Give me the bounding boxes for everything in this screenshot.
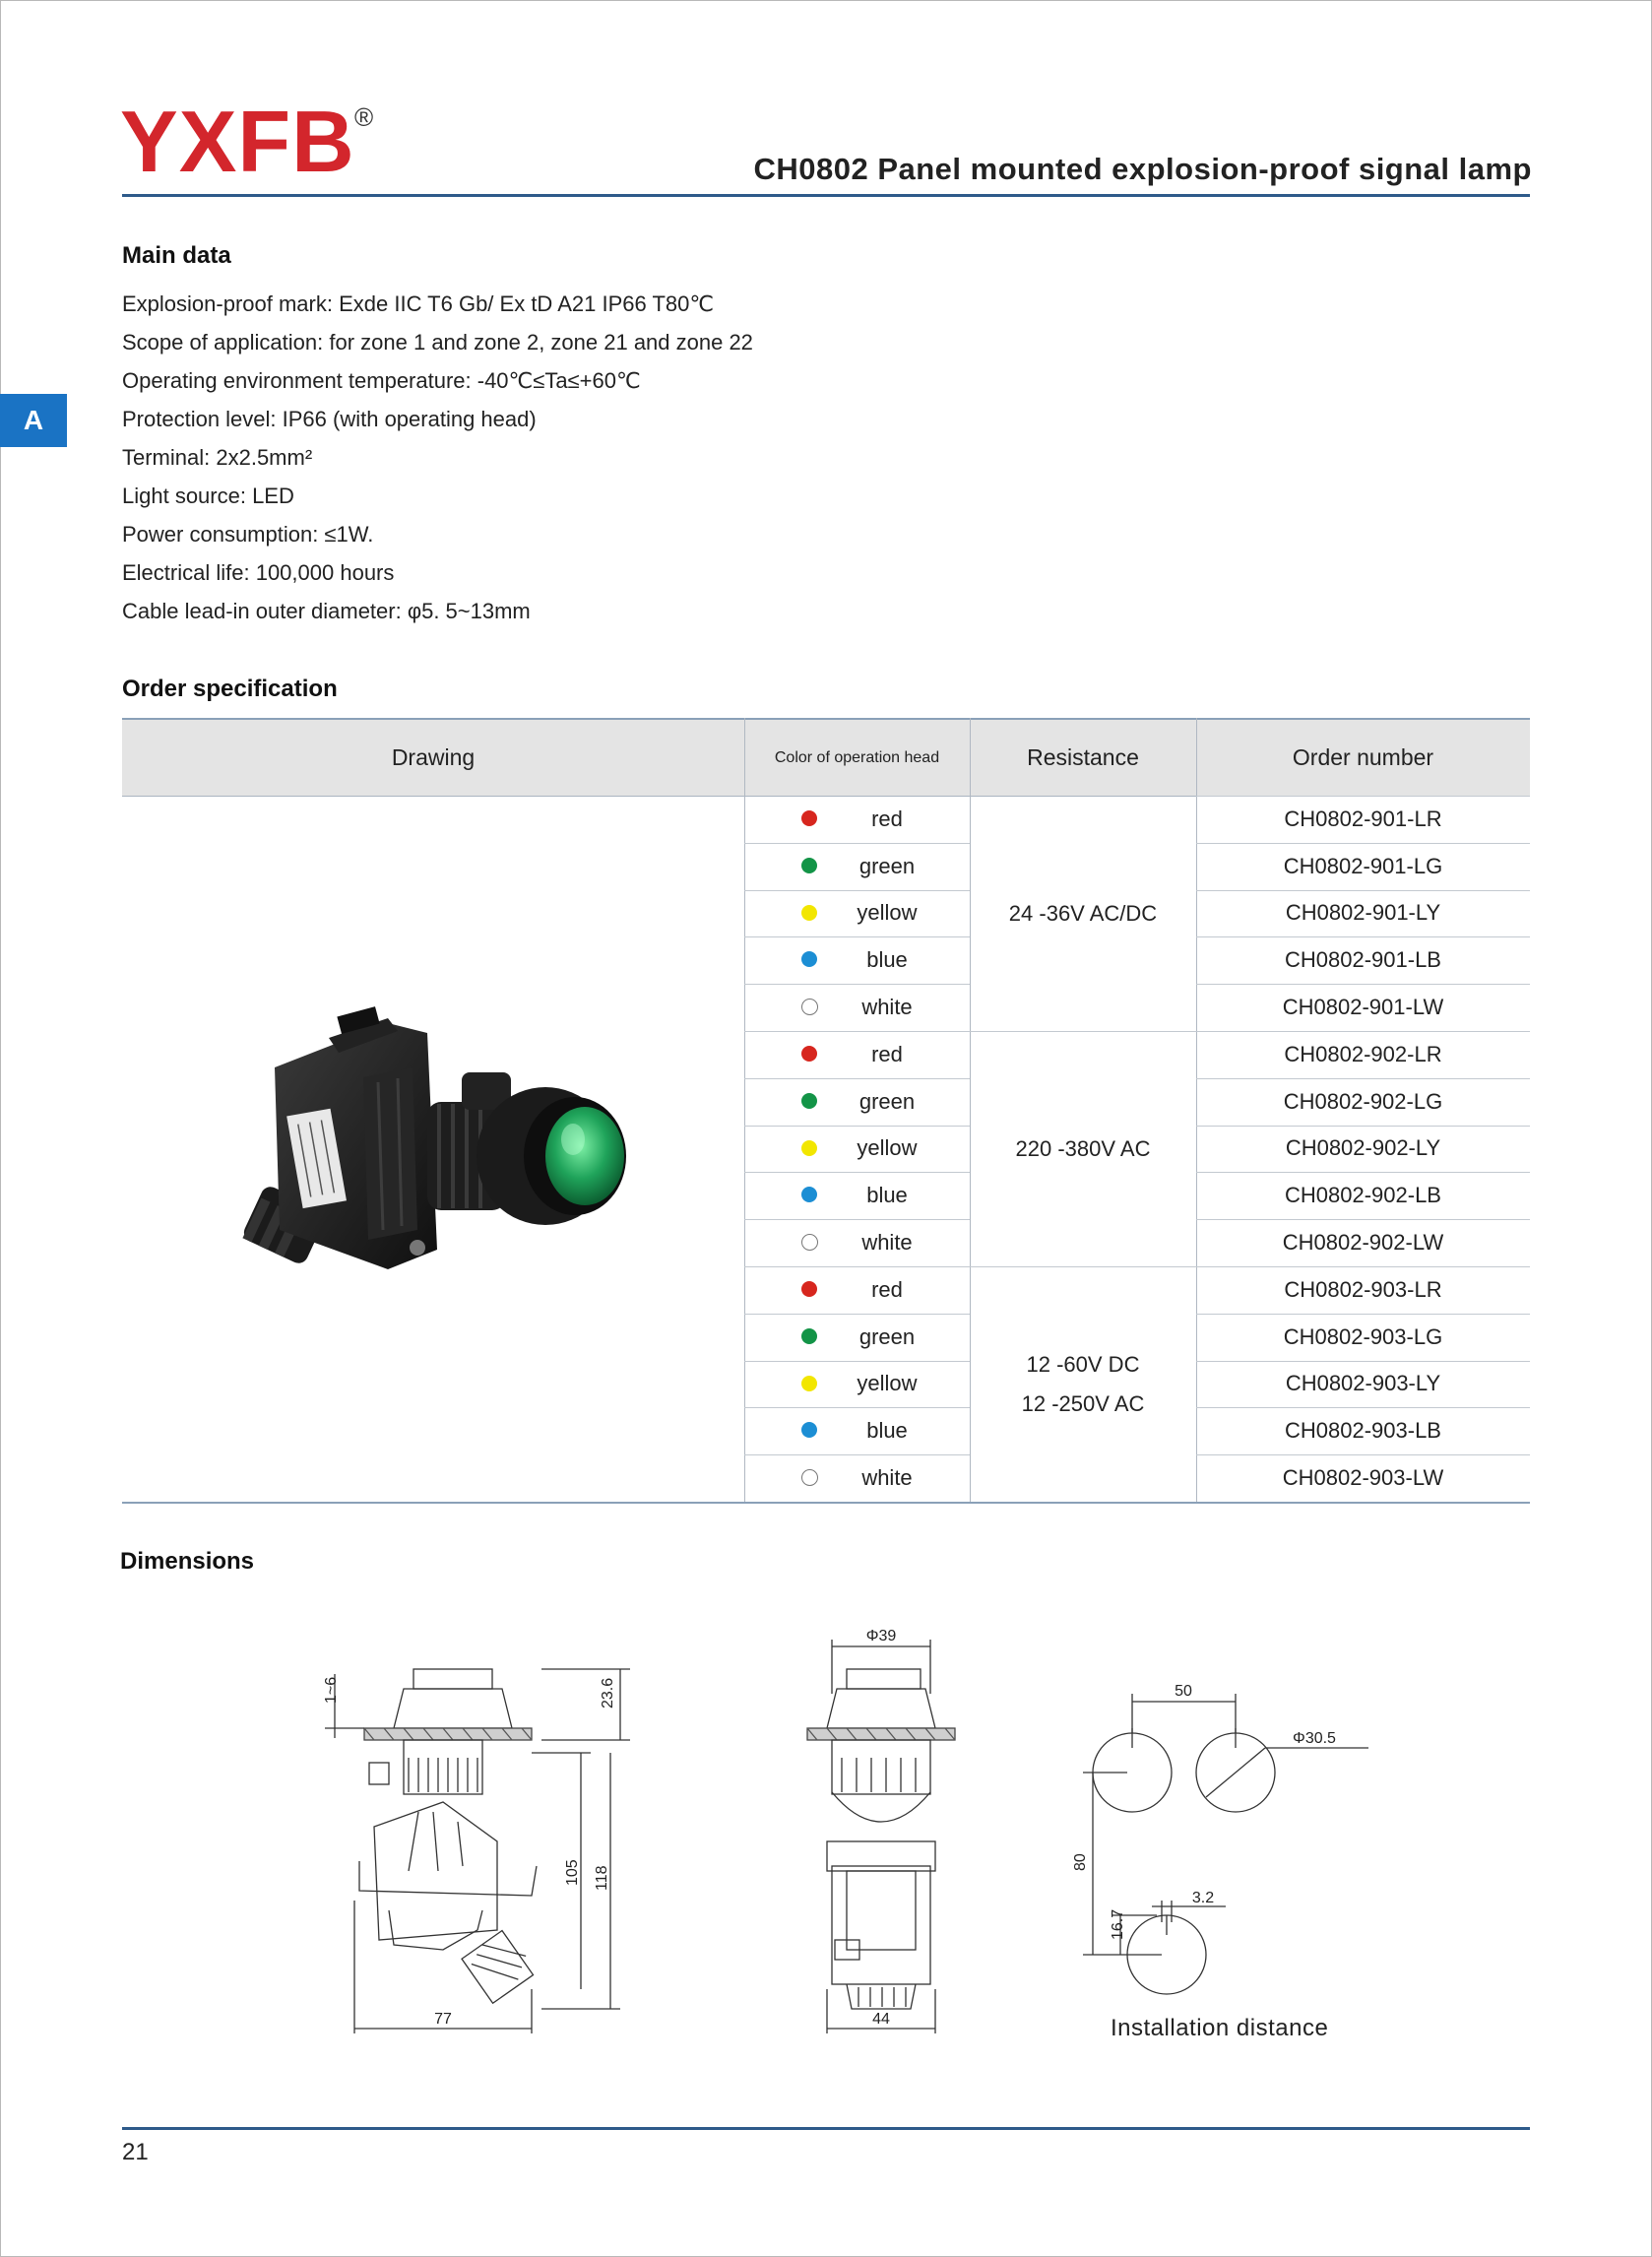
color-label: white (861, 1465, 913, 1491)
table-header (122, 718, 1530, 797)
registered-mark: ® (354, 102, 374, 132)
color-label: blue (866, 1418, 908, 1444)
order-number[interactable]: CH0802-902-LB (1285, 1183, 1441, 1208)
dim-side-1: 1~6 (323, 1676, 340, 1704)
order-number[interactable]: CH0802-901-LW (1282, 995, 1444, 1020)
blue-color-dot (801, 1422, 817, 1438)
main-data-line: Electrical life: 100,000 hours (122, 560, 395, 585)
header-resistance: Resistance (1027, 744, 1139, 770)
white-color-dot (801, 999, 818, 1015)
dim-side-2: 23.6 (600, 1677, 616, 1709)
blue-color-dot (801, 951, 817, 967)
page-number: 21 (122, 2139, 149, 2165)
order-number[interactable]: CH0802-901-LG (1283, 853, 1443, 878)
resistance-value: 220 -380V AC (1015, 1135, 1151, 1161)
white-color-dot (801, 1469, 818, 1486)
main-data-line: Scope of application: for zone 1 and zone 2, zone 21 and zone 22 (122, 330, 753, 355)
yellow-color-dot (801, 1376, 817, 1391)
group-divider (744, 1266, 1196, 1267)
order-number[interactable]: CH0802-901-LB (1285, 947, 1441, 973)
section-tab[interactable]: A (0, 394, 67, 447)
resistance-value: 12 -60V DC (1026, 1351, 1140, 1377)
dimension-drawings (295, 1615, 1418, 2048)
dim-side-5: 77 (434, 2011, 452, 2028)
header-order-number: Order number (1292, 744, 1434, 770)
yellow-color-dot (801, 905, 817, 921)
dim-install-1: 50 (1175, 1683, 1192, 1700)
group-divider (744, 1031, 1196, 1032)
color-label: blue (866, 1183, 908, 1208)
dim-front-2: 44 (872, 2011, 890, 2028)
table-bottom-rule (122, 1502, 1530, 1504)
main-data-line: Light source: LED (122, 484, 294, 508)
main-data-heading: Main data (122, 242, 231, 269)
dimensions-heading: Dimensions (120, 1548, 255, 1575)
order-number[interactable]: CH0802-903-LG (1283, 1323, 1443, 1349)
green-color-dot (801, 1093, 817, 1109)
main-data-line: Power consumption: ≤1W. (122, 522, 374, 547)
color-label: yellow (857, 900, 918, 926)
order-number[interactable]: CH0802-902-LW (1282, 1230, 1444, 1256)
red-color-dot (801, 810, 817, 826)
front-view-drawing (807, 1628, 955, 2033)
resistance-value: 24 -36V AC/DC (1008, 900, 1158, 926)
order-number[interactable]: CH0802-901-LY (1285, 900, 1441, 926)
color-label: red (871, 806, 903, 831)
order-number[interactable]: CH0802-902-LG (1283, 1088, 1443, 1114)
main-data-line: Operating environment temperature: -40℃≤Ta≤+60℃ (122, 368, 641, 393)
order-number[interactable]: CH0802-901-LR (1284, 806, 1442, 831)
dim-front-1: Φ39 (865, 1628, 897, 1644)
green-color-dot (801, 858, 817, 873)
footer-rule (122, 2127, 1530, 2130)
installation-caption: Installation distance (1111, 2015, 1329, 2041)
dim-side-3: 105 (564, 1859, 581, 1886)
blue-color-dot (801, 1187, 817, 1202)
order-spec-heading: Order specification (122, 676, 338, 702)
order-number[interactable]: CH0802-903-LW (1282, 1465, 1444, 1491)
color-label: white (861, 1230, 913, 1256)
main-data-line: Explosion-proof mark: Exde IIC T6 Gb/ Ex tD A21 IP66 T80℃ (122, 291, 715, 316)
order-number[interactable]: CH0802-903-LR (1284, 1276, 1442, 1302)
column-divider (744, 718, 745, 1502)
header-color: Color of operation head (774, 748, 940, 766)
resistance-cell (970, 1266, 1196, 1502)
main-data-line: Protection level: IP66 (with operating head) (122, 407, 537, 431)
main-data-line: Cable lead-in outer diameter: φ5. 5~13mm (122, 599, 531, 623)
product-image (181, 984, 732, 1309)
header-drawing: Drawing (391, 744, 476, 770)
dim-install-4: 3.2 (1191, 1890, 1215, 1906)
side-view-drawing (323, 1669, 630, 2033)
red-color-dot (801, 1046, 817, 1062)
color-label: green (858, 853, 916, 878)
order-number[interactable]: CH0802-902-LR (1284, 1041, 1442, 1066)
color-label: red (871, 1276, 903, 1302)
order-number[interactable]: CH0802-903-LB (1285, 1418, 1441, 1444)
dim-install-3: 80 (1072, 1853, 1089, 1871)
resistance-cell (970, 1031, 1196, 1266)
dim-install-2: Φ30.5 (1293, 1730, 1336, 1747)
green-color-dot (801, 1328, 817, 1344)
color-label: white (861, 995, 913, 1020)
yellow-color-dot (801, 1140, 817, 1156)
resistance-value: 12 -250V AC (1021, 1390, 1145, 1416)
color-label: yellow (857, 1371, 918, 1396)
order-number[interactable]: CH0802-902-LY (1285, 1135, 1441, 1161)
color-label: green (858, 1323, 916, 1349)
green-lens (545, 1107, 624, 1205)
color-label: red (871, 1041, 903, 1066)
page-title: CH0802 Panel mounted explosion-proof signal lamp (753, 152, 1532, 186)
main-data-line: Terminal: 2x2.5mm² (122, 445, 313, 470)
color-label: blue (866, 947, 908, 973)
brand-logo: YXFB (120, 93, 355, 190)
header-rule (122, 194, 1530, 197)
order-table (122, 718, 1530, 1503)
installation-drawing (1072, 1683, 1368, 1994)
order-number[interactable]: CH0802-903-LY (1285, 1371, 1441, 1396)
resistance-cell (970, 796, 1196, 1031)
color-label: yellow (857, 1135, 918, 1161)
white-color-dot (801, 1234, 818, 1251)
red-color-dot (801, 1281, 817, 1297)
dim-install-5: 16.7 (1110, 1908, 1126, 1940)
dim-side-4: 118 (594, 1865, 610, 1891)
color-label: green (858, 1088, 916, 1114)
